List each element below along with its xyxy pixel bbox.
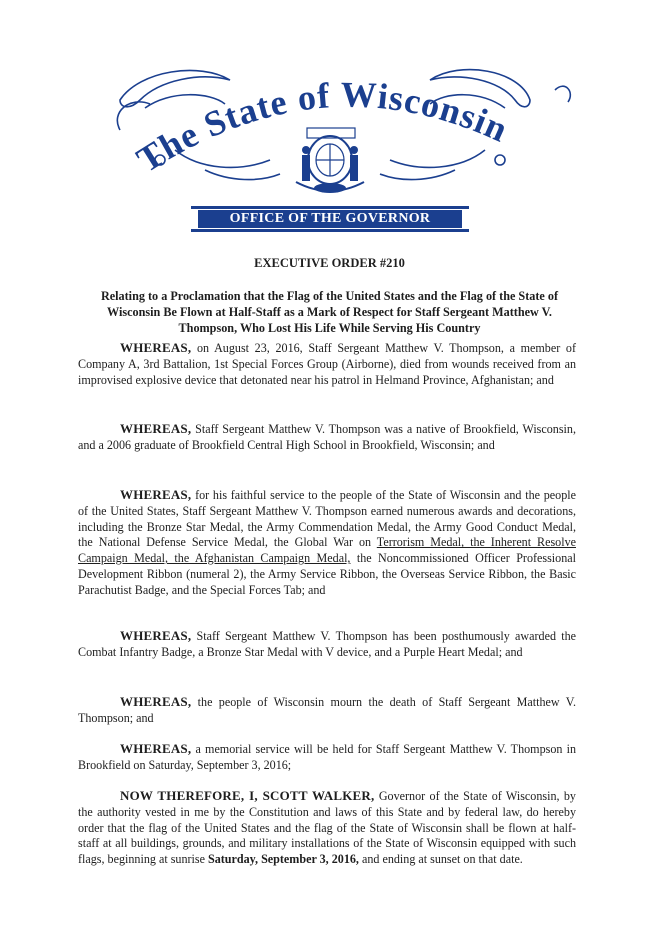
paragraph-text: Governor of the State of Wisconsin, by the authority vested in me by the Constitution and laws of this State and by federal law, do hereby order that the flag of the United States and the flag of the State of Wisconsin shall be flown at half-staff at all buildings, grounds, and military installations of the State of Wisconsin equipped with such flags, beginning at sunrise [78,789,576,867]
paragraph-lead: WHEREAS, [120,741,192,756]
paragraph-lead: WHEREAS, [120,694,192,709]
effective-date: Saturday, September 3, 2016, [207,852,359,867]
paragraph-text: on August 23, 2016, Staff Sergeant Matthew V. Thompson, a member of Company A, 3rd Battalion, 1st Special Forces Group (Airborne), died from wounds received from an improvised explosive device that detonated near his patrol in Helmand Province, Afghanistan; and [78,341,576,387]
office-banner [191,206,469,232]
paragraph-text: for his faithful service to the people of the State of Wisconsin and the people of the United States, Staff Sergeant Matthew V. Thompson earned numerous awards and decorations, including the Bronze Star Medal, the Army Commendation Medal, the Army Good Conduct Medal, the National Defense Service Medal, the Global War on [78,488,576,550]
paragraph-lead: WHEREAS, [120,487,192,502]
paragraph-lead: WHEREAS, [120,340,192,355]
paragraph-underlined-text: Terrorism Medal, the Inherent Resolve Campaign Medal, the Afghanistan Campaign Medal, [78,535,576,566]
whereas-paragraph-5 [78,694,576,727]
now-therefore-paragraph [78,788,576,868]
paragraph-text: a memorial service will be held for Staff Sergeant Matthew V. Thompson in Brookfield on Saturday, September 3, 2016; [78,742,576,772]
order-subject: Relating to a Proclamation that the Flag of the United States and the Flag of the State of Wisconsin Be Flown at Half-Staff as a Mark of Respect for Staff Sergeant Matthew V. Thompson, Who Lost His Life While Serving His Country [100,289,559,335]
state-seal-icon [296,128,364,193]
letterhead [0,0,659,250]
office-title: OFFICE OF THE GOVERNOR [198,210,462,228]
paragraph-lead: WHEREAS, [120,628,192,643]
paragraph-text: the people of Wisconsin mourn the death of Staff Sergeant Matthew V. Thompson; and [78,695,576,725]
whereas-paragraph-2 [78,421,576,454]
whereas-paragraph-3 [78,487,576,599]
paragraph-text-continued: and ending at sunset on that date. [358,852,523,867]
executive-order-number: EXECUTIVE ORDER #210 [254,256,405,270]
whereas-paragraph-1 [78,340,576,388]
whereas-paragraph-4 [78,628,576,661]
paragraph-lead: NOW THEREFORE, I, SCOTT WALKER, [120,788,375,803]
state-title: The State of Wisconsin [129,74,515,181]
paragraph-text-continued: the Noncommissioned Officer Professional Development Ribbon (numeral 2), the Army Service Ribbon, the Overseas Service Ribbon, the Basic Parachutist Badge, and the Special Forces Tab; and [78,551,576,597]
whereas-paragraph-6 [78,741,576,774]
paragraph-text: Staff Sergeant Matthew V. Thompson has been posthumously awarded the Combat Infantry Badge, a Bronze Star Medal with V device, and a Purple Heart Medal; and [78,629,576,659]
paragraph-lead: WHEREAS, [120,421,192,436]
paragraph-text: Staff Sergeant Matthew V. Thompson was a native of Brookfield, Wisconsin, and a 2006 graduate of Brookfield Central High School in Brookfield, Wisconsin; and [78,422,576,452]
